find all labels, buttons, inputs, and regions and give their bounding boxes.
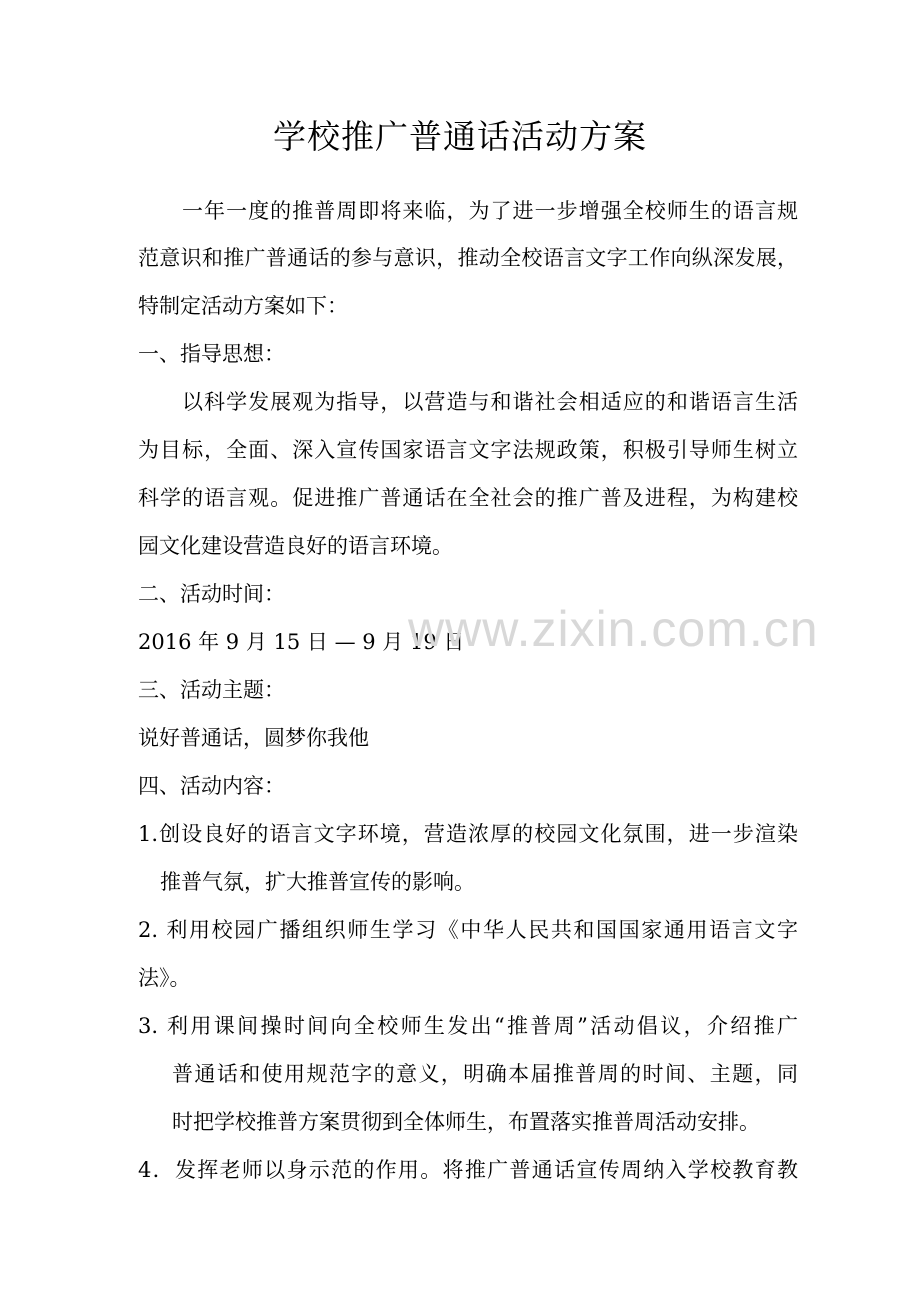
- intro-line-2: 范意识和推广普通话的参与意识，推动全校语言文字工作向纵深发展，: [138, 246, 798, 270]
- content-item-4-line-1: 4．发挥老师以身示范的作用。将推广普通话宣传周纳入学校教育教: [138, 1158, 798, 1182]
- section-heading-content: 四、活动内容：: [138, 774, 285, 798]
- intro-line-3: 特制定活动方案如下：: [138, 294, 348, 318]
- section-heading-guiding: 一、指导思想：: [138, 342, 285, 366]
- section-heading-theme: 三、活动主题：: [138, 678, 285, 702]
- content-item-2-line-2: 法》。: [138, 966, 191, 990]
- activity-theme: 说好普通话，圆梦你我他: [138, 726, 369, 750]
- guiding-line-3: 科学的语言观。促进推广普通话在全社会的推广普及进程，为构建校: [138, 486, 798, 510]
- content-item-1-line-2: 推普气氛，扩大推普宣传的影响。: [160, 870, 475, 894]
- guiding-line-2: 为目标，全面、深入宣传国家语言文字法规政策，积极引导师生树立: [138, 438, 798, 462]
- section-heading-time: 二、活动时间：: [138, 582, 285, 606]
- activity-time: 2016 年 9 月 15 日 — 9 月 19 日: [138, 630, 465, 654]
- intro-line-1: 一年一度的推普周即将来临，为了进一步增强全校师生的语言规: [182, 199, 798, 223]
- guiding-line-1: 以科学发展观为指导，以营造与和谐社会相适应的和谐语言生活: [182, 390, 798, 414]
- content-item-1-line-1: 1.创设良好的语言文字环境，营造浓厚的校园文化氛围，进一步渲染: [138, 822, 798, 846]
- content-item-3-line-3: 时把学校推普方案贯彻到全体师生，布置落实推普周活动安排。: [172, 1110, 760, 1134]
- guiding-line-4: 园文化建设营造良好的语言环境。: [138, 534, 453, 558]
- content-item-3-line-1: 3. 利用课间操时间向全校师生发出“推普周”活动倡议，介绍推广: [138, 1014, 798, 1038]
- document-title: 学校推广普通话活动方案: [273, 117, 647, 156]
- site-watermark: www.zixin.com.cn: [408, 601, 819, 657]
- content-item-3-line-2: 普通话和使用规范字的意义，明确本届推普周的时间、主题，同: [172, 1062, 798, 1086]
- content-item-2-line-1: 2. 利用校园广播组织师生学习《中华人民共和国国家通用语言文字: [138, 918, 798, 942]
